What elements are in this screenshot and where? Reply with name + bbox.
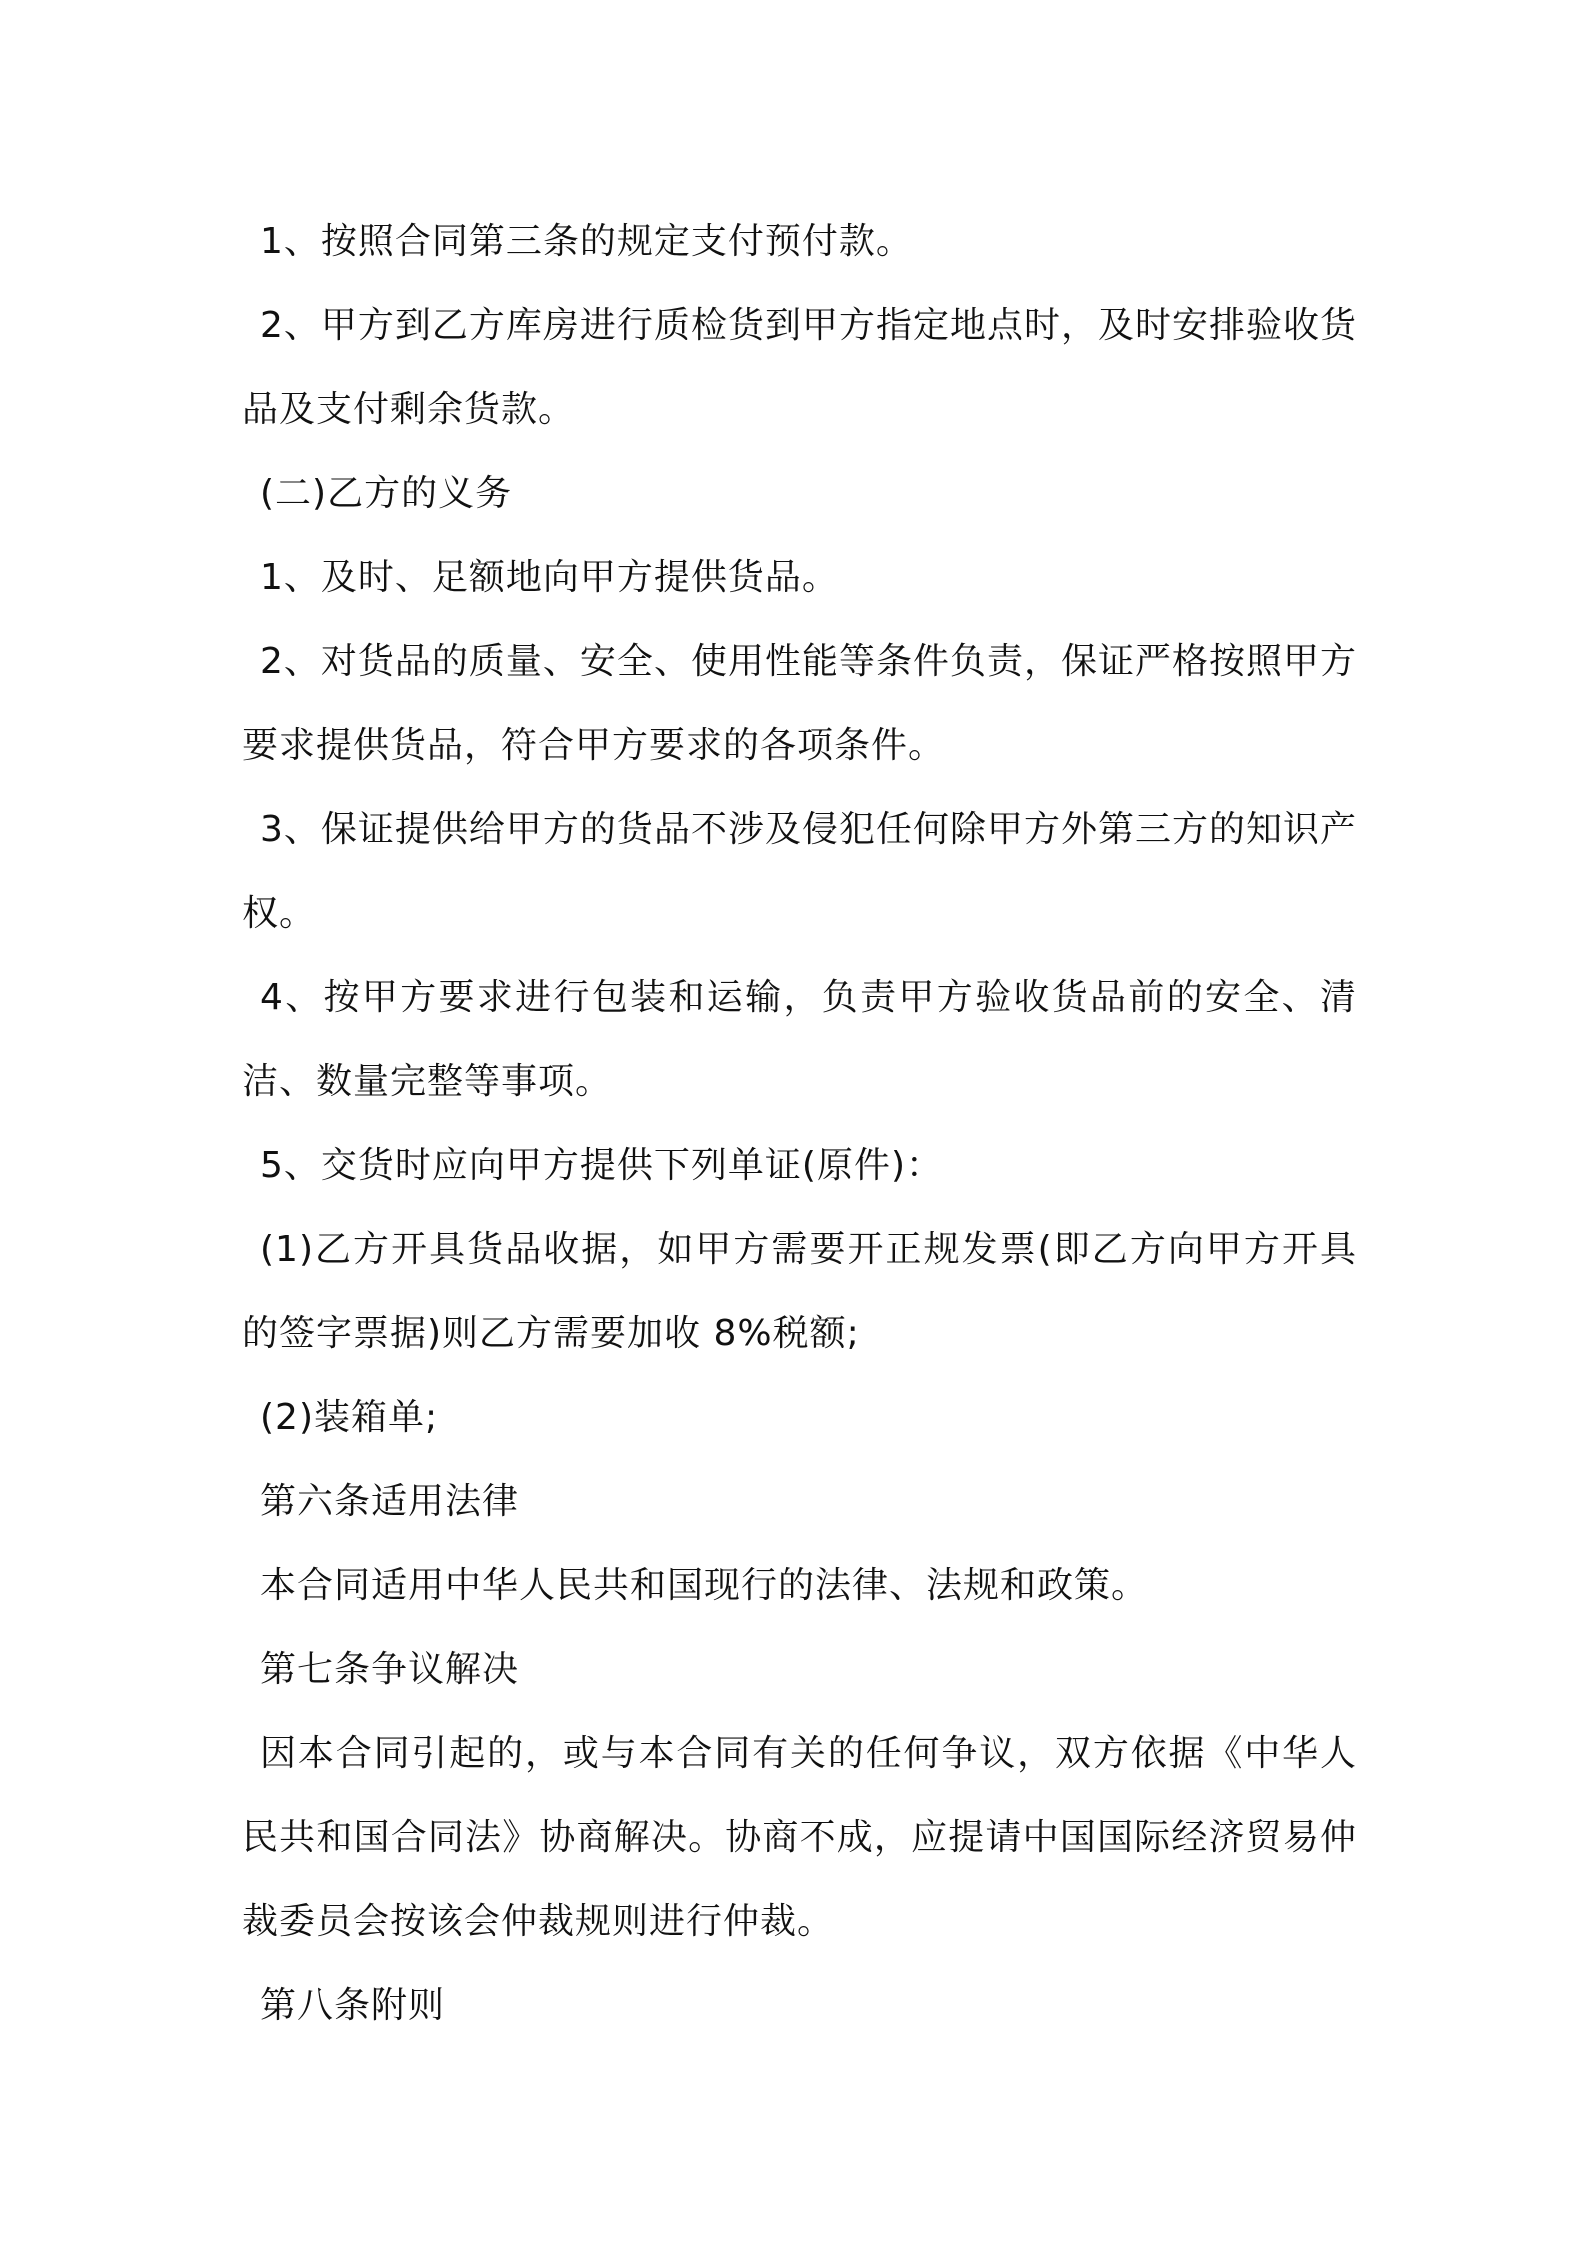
article-heading-dispute-resolution: 第七条争议解决: [260, 1649, 520, 1690]
article-heading-applicable-law: 第六条适用法律: [260, 1481, 520, 1522]
paragraph-party-b-obligation-1: 1、及时、足额地向甲方提供货品。: [260, 557, 839, 598]
paragraph-party-b-obligation-2: 2、对货品的质量、安全、使用性能等条件负责，保证严格按照甲方要求提供货品，符合甲方要求的各项条件。: [242, 641, 1357, 766]
paragraph-applicable-law: 本合同适用中华人民共和国现行的法律、法规和政策。: [260, 1565, 1149, 1606]
paragraph-dispute-resolution: 因本合同引起的，或与本合同有关的任何争议，双方依据《中华人民共和国合同法》协商解决。协商不成，应提请中国国际经济贸易仲裁委员会按该会仲裁规则进行仲裁。: [242, 1733, 1357, 1942]
document-body: [242, 200, 1357, 2048]
paragraph-party-a-obligation-1: 1、按照合同第三条的规定支付预付款。: [260, 221, 913, 262]
article-heading-supplementary-provisions: 第八条附则: [260, 1985, 446, 2026]
paragraph-party-b-obligation-4: 4、按甲方要求进行包装和运输，负责甲方验收货品前的安全、清洁、数量完整等事项。: [242, 977, 1357, 1102]
section-heading-party-b-obligations: (二)乙方的义务: [260, 473, 513, 514]
paragraph-document-list-item-1: (1)乙方开具货品收据，如甲方需要开正规发票(即乙方向甲方开具的签字票据)则乙方需要加收 8%税额;: [242, 1229, 1357, 1354]
paragraph-party-b-obligation-5: 5、交货时应向甲方提供下列单证(原件)：: [260, 1145, 943, 1186]
paragraph-party-a-obligation-2: 2、甲方到乙方库房进行质检货到甲方指定地点时，及时安排验收货品及支付剩余货款。: [242, 305, 1357, 430]
paragraph-party-b-obligation-3: 3、保证提供给甲方的货品不涉及侵犯任何除甲方外第三方的知识产权。: [242, 809, 1357, 934]
paragraph-document-list-item-2: (2)装箱单;: [260, 1397, 439, 1438]
